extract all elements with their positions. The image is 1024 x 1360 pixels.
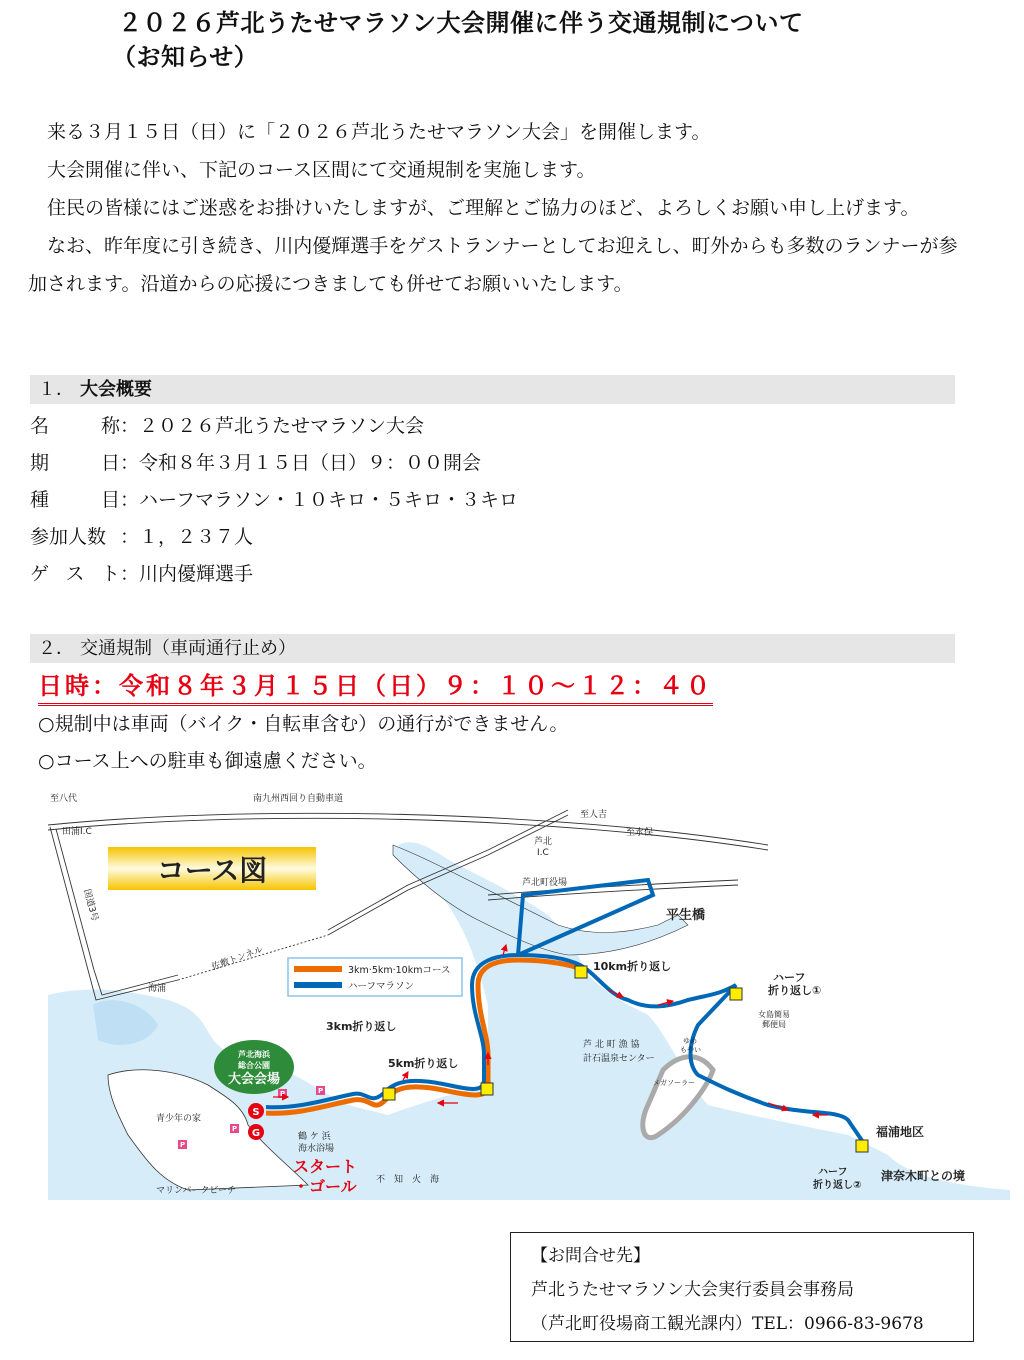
svg-text:P: P <box>180 1141 186 1149</box>
key-char: 期 <box>30 452 50 474</box>
title-line-1: ２０２６芦北うたせマラソン大会開催に伴う交通規制について <box>118 9 804 37</box>
regulation-notes <box>38 706 568 780</box>
summary-value: ：２０２６芦北うたせマラソン大会 <box>120 415 425 437</box>
summary-row-guest <box>30 556 518 593</box>
label-half2: ハーフ <box>818 1167 848 1178</box>
key-char: ト <box>100 563 120 585</box>
course-map <box>48 785 1010 1200</box>
section-1-heading <box>30 375 955 404</box>
label-taura-ic: 田浦I.C <box>62 827 92 837</box>
page-title <box>112 6 804 74</box>
legend-swatch-blue <box>294 982 342 988</box>
svg-text:P: P <box>280 1090 286 1098</box>
label-hirabashi: 平生橋 <box>666 908 706 923</box>
intro-p2: 大会開催に伴い、下記のコース区間にて交通規制を実施します。 <box>47 159 596 181</box>
svg-text:P: P <box>232 1125 238 1133</box>
legend-label-half: ハーフマラソン <box>348 981 415 992</box>
label-turn3: 3km折り返し <box>326 1020 397 1033</box>
goal-letter: G <box>251 1128 261 1139</box>
venue-label-3: 大会会場 <box>227 1072 281 1087</box>
label-yumemoyai-2: もやい <box>680 1046 701 1054</box>
label-yumemoyai: ゆめ <box>683 1037 697 1045</box>
key-char: 日 <box>100 452 120 474</box>
svg-text:P: P <box>318 1087 324 1095</box>
legend-label-short: 3km·5km·10kmコース <box>348 965 451 976</box>
label-yatsushiro: 至八代 <box>50 794 78 804</box>
label-hitoyoshi: 至人吉 <box>580 810 608 820</box>
label-half2-2: 折り返し② <box>813 1180 862 1191</box>
contact-heading: 【お問合せ先】 <box>531 1246 650 1266</box>
summary-value: ：川内優輝選手 <box>120 563 254 585</box>
label-post-2: 郵便局 <box>762 1020 786 1029</box>
section-number: １． <box>38 379 74 400</box>
summary-value: ：ハーフマラソン・１０キロ・５キロ・３キロ <box>120 489 519 511</box>
venue-label-1: 芦北海浜 <box>238 1050 270 1059</box>
venue-label-2: 総合公園 <box>238 1061 270 1070</box>
label-fish-coop: 芦 北 町 漁 協 <box>583 1040 640 1050</box>
label-post: 女島簡易 <box>758 1010 790 1019</box>
label-youth: 青少年の家 <box>156 1114 202 1124</box>
regulation-datetime: 日時：令和８年３月１５日（日）９：１０～１２：４０ <box>38 670 713 706</box>
label-goal: ・ゴール <box>293 1177 357 1196</box>
label-half1-2: 折り返し① <box>768 984 822 997</box>
section-title: 大会概要 <box>80 379 152 400</box>
label-ashikita-ic: 芦北 <box>534 837 553 847</box>
note-2: ○コース上への駐車も御遠慮ください。 <box>38 750 377 772</box>
key-char: 目 <box>100 489 120 511</box>
label-sea: 不 知 火 海 <box>376 1175 440 1185</box>
key-char: 名 <box>30 415 50 437</box>
label-half1: ハーフ <box>773 971 806 984</box>
intro-p3: 住民の皆様にはご迷惑をお掛けいたしますが、ご理解とご協力のほど、よろしくお願い申し上げます。 <box>47 197 920 219</box>
label-tunnel: 佐敷トンネル <box>210 945 265 973</box>
label-marine: マリンパークビーチ <box>156 1186 237 1196</box>
map-title: コース図 <box>156 854 268 887</box>
note-1: ○規制中は車両（バイク・自転車含む）の通行ができません。 <box>38 713 569 735</box>
label-turn10: 10km折り返し <box>593 960 672 973</box>
title-line-2: （お知らせ） <box>112 43 259 71</box>
intro-paragraphs <box>28 113 968 303</box>
summary-row-date <box>30 445 518 482</box>
label-start: スタート <box>293 1157 358 1176</box>
key-char: 参加人数 <box>30 526 107 548</box>
legend-swatch-orange <box>294 966 342 972</box>
key-char: ス <box>65 563 85 585</box>
label-tsunagi: 津奈木町との境 <box>881 1169 966 1183</box>
intro-p4: なお、昨年度に引き続き、川内優輝選手をゲストランナーとしてお迎えし、町外からも多数のランナーが参加されます。沿道からの応援につきましても併せてお願いいたします。 <box>28 235 958 295</box>
label-minamata: 至水俣 <box>626 828 654 838</box>
label-beach-2: 海水浴場 <box>298 1144 335 1154</box>
label-kaiura: 海浦 <box>148 984 167 994</box>
key-char: ゲ <box>30 563 50 585</box>
label-beach: 鶴 ケ 浜 <box>298 1132 331 1142</box>
summary-row-participants <box>30 519 518 556</box>
contact-detail: （芦北町役場商工観光課内）TEL：0966-83-9678 <box>531 1314 924 1334</box>
label-route3: 国道3号 <box>81 888 100 923</box>
intro-p1: 来る３月１５日（日）に「２０２６芦北うたせマラソン大会」を開催します。 <box>47 121 711 143</box>
label-fukuura: 福浦地区 <box>876 1125 925 1139</box>
start-letter: S <box>252 1107 260 1118</box>
summary-row-events <box>30 482 518 519</box>
key-char: 種 <box>30 489 50 511</box>
summary-value: ：令和８年３月１５日（日）９：００開会 <box>120 452 482 474</box>
course-map-svg <box>48 785 1010 1200</box>
contact-org: 芦北うたせマラソン大会実行委員会事務局 <box>531 1280 854 1300</box>
key-char: 称 <box>100 415 120 437</box>
map-legend <box>288 958 462 996</box>
summary-value: ：１，２３７人 <box>120 526 254 548</box>
section-number: ２． <box>38 638 74 659</box>
summary-row-name <box>30 408 518 445</box>
label-expressway: 南九州西回り自動車道 <box>253 794 344 804</box>
label-onsen: 計石温泉センター <box>583 1054 655 1064</box>
label-ashikita-ic-2: I.C <box>537 848 549 858</box>
event-summary <box>30 408 518 593</box>
section-2-heading <box>30 634 955 663</box>
label-turn5: 5km折り返し <box>388 1057 459 1070</box>
contact-box <box>510 1232 974 1342</box>
label-town-hall: 芦北町役場 <box>522 878 568 888</box>
label-solar: メガソーラー <box>653 1079 695 1087</box>
section-title: 交通規制（車両通行止め） <box>80 638 296 659</box>
